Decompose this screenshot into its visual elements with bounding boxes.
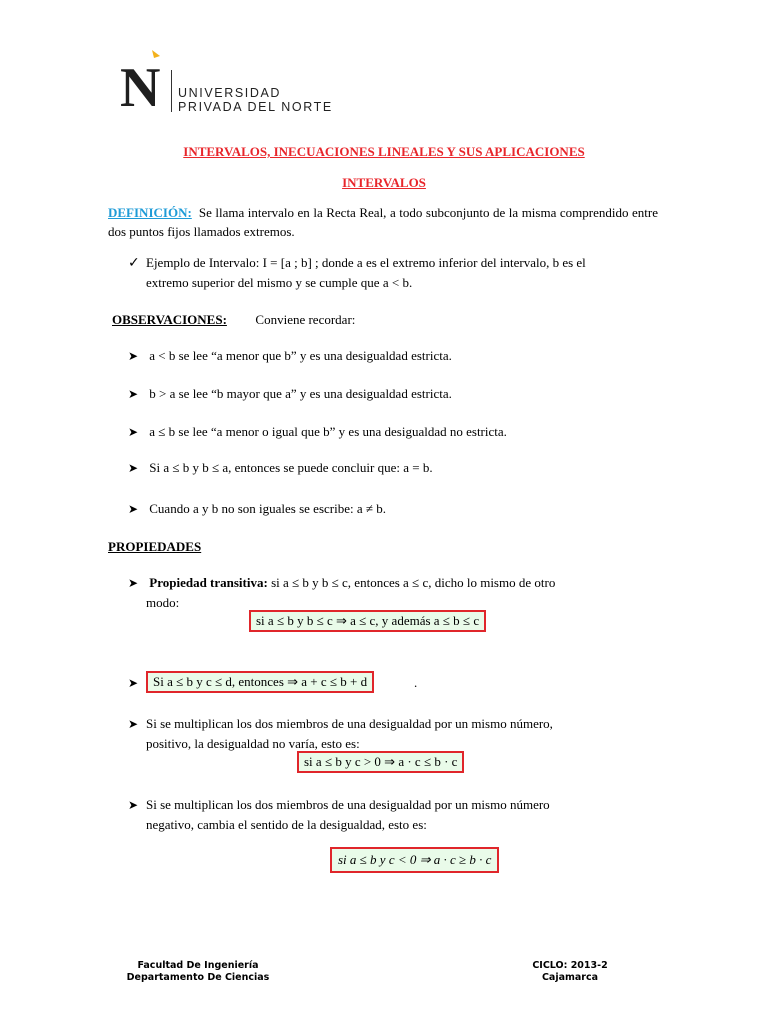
observation-math: a ≤ b: [149, 424, 176, 439]
svg-text:N: N: [120, 57, 161, 114]
properties-heading: PROPIEDADES: [108, 539, 202, 554]
section-title: INTERVALOS: [342, 175, 426, 190]
formula-box-multiply-positive: si a ≤ b y c > 0 ⇒ a · c ≤ b · c: [297, 751, 464, 773]
check-icon: ✓: [128, 255, 140, 271]
footer-city: Cajamarca: [541, 972, 599, 983]
arrow-icon: ➤: [128, 387, 139, 401]
multiply-negative-text2: negativo, cambia el sentido de la desigualdad, esto es:: [146, 817, 427, 832]
observation-math: Si a ≤ b y b ≤ a: [149, 460, 229, 475]
footer-right: [500, 960, 640, 984]
example-line1: Ejemplo de Intervalo: I = [a ; b] ; donde a es el extremo inferior del intervalo, b es el: [146, 255, 586, 270]
observation-item-2: [128, 384, 688, 404]
arrow-icon: ➤: [128, 676, 139, 690]
definition-paragraph: [108, 203, 658, 241]
footer-cycle: CICLO: 2013-2: [532, 960, 608, 971]
transitive-text: si a ≤ b y b ≤ c, entonces a ≤ c, dicho lo mismo de otro: [271, 575, 556, 590]
footer-department: Departamento De Ciencias: [126, 972, 270, 983]
property-multiply-negative: [128, 795, 658, 834]
definition-label: DEFINICIÓN:: [108, 205, 192, 220]
formula-box-addition: Si a ≤ b y c ≤ d, entonces ⇒ a + c ≤ b + d: [146, 671, 374, 693]
observation-math: a < b: [149, 348, 176, 363]
formula-box-multiply-negative: si a ≤ b y c < 0 ⇒ a · c ≥ b · c: [330, 847, 499, 873]
arrow-icon: ➤: [128, 798, 139, 812]
arrow-icon: ➤: [128, 717, 139, 731]
observations-note: Conviene recordar:: [255, 312, 356, 327]
addition-period: .: [414, 675, 418, 690]
logo-text: [178, 86, 333, 114]
example-item: [128, 253, 663, 292]
observation-text: se lee “a menor que b” y es una desigualdad estricta.: [178, 348, 452, 363]
observation-text: , entonces se puede concluir que: a = b.: [228, 460, 433, 475]
observation-math: a ≠ b.: [356, 501, 386, 516]
example-line2: extremo superior del mismo y se cumple que: [146, 275, 380, 290]
observation-item-1: [128, 346, 688, 366]
observation-text: Cuando a y b no son iguales se escribe:: [149, 501, 354, 516]
transitive-text2: modo:: [146, 595, 180, 610]
logo-line2: PRIVADA DEL NORTE: [178, 100, 333, 114]
observation-math: b > a: [149, 386, 176, 401]
observations-label: OBSERVACIONES:: [112, 312, 227, 327]
arrow-icon: ➤: [128, 576, 139, 590]
property-multiply-positive: [128, 714, 658, 753]
observation-item-5: [128, 499, 688, 519]
definition-text: Se llama intervalo en la Recta Real, a todo subconjunto de la misma comprendido entre dos puntos fijos llamados extremos.: [108, 205, 658, 239]
logo-divider: [171, 70, 172, 112]
observation-item-3: [128, 422, 688, 442]
multiply-negative-text1: Si se multiplican los dos miembros de una desigualdad por un mismo número: [146, 797, 550, 812]
observations-heading: [112, 310, 672, 329]
arrow-icon: ➤: [128, 502, 139, 516]
observation-item-4: [128, 458, 688, 478]
logo-line1: UNIVERSIDAD: [178, 86, 282, 100]
arrow-icon: ➤: [128, 425, 139, 439]
footer-left: [108, 960, 288, 984]
formula-box-transitive: si a ≤ b y b ≤ c ⇒ a ≤ c, y además a ≤ b ≤ c: [249, 610, 486, 632]
arrow-icon: ➤: [128, 349, 139, 363]
document-title: INTERVALOS, INECUACIONES LINEALES Y SUS APLICACIONES: [183, 144, 585, 159]
transitive-label: Propiedad transitiva:: [149, 575, 268, 590]
multiply-positive-text1: Si se multiplican los dos miembros de una desigualdad por un mismo número,: [146, 716, 553, 731]
arrow-icon: ➤: [128, 461, 139, 475]
observation-text: se lee “b mayor que a” y es una desigualdad estricta.: [178, 386, 452, 401]
multiply-positive-text2: positivo, la desigualdad no varía, esto es:: [146, 736, 360, 751]
example-inequality: a < b.: [382, 275, 413, 290]
footer-faculty: Facultad De Ingeniería: [137, 960, 259, 971]
observation-text: se lee “a menor o igual que b” y es una desigualdad no estricta.: [178, 424, 507, 439]
property-transitive: [128, 573, 658, 612]
